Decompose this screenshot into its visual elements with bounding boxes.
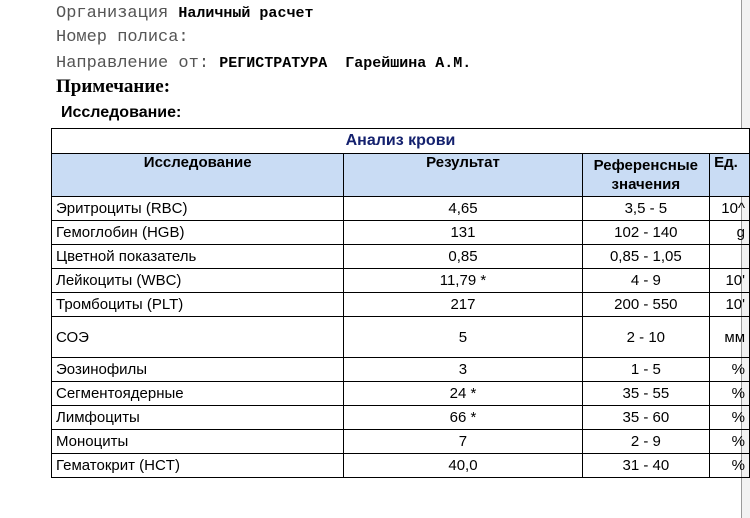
cell-reference: 4 - 9: [582, 269, 710, 293]
cell-result: 7: [344, 430, 582, 454]
column-header-result: Результат: [344, 154, 582, 197]
cell-reference: 35 - 60: [582, 406, 710, 430]
table-row: [52, 358, 750, 382]
table-row: [52, 454, 750, 478]
table-body: [52, 197, 750, 478]
column-header-reference: Референсные значения: [582, 154, 710, 197]
cell-result: 11,79 *: [344, 269, 582, 293]
cell-unit: %: [710, 430, 750, 454]
cell-result: 40,0: [344, 454, 582, 478]
cell-result: 217: [344, 293, 582, 317]
cell-study-name: Гематокрит (HCT): [52, 454, 344, 478]
table-row: [52, 269, 750, 293]
cell-study-name: Тромбоциты (PLT): [52, 293, 344, 317]
cell-reference: 2 - 10: [582, 317, 710, 358]
note-label: Примечание:: [56, 76, 171, 97]
cell-unit: [710, 245, 750, 269]
cell-study-name: Моноциты: [52, 430, 344, 454]
cell-result: 131: [344, 221, 582, 245]
table-row: [52, 382, 750, 406]
table-row: [52, 406, 750, 430]
cell-result: 4,65: [344, 197, 582, 221]
column-header-unit: Ед.: [710, 154, 750, 197]
table-row: [52, 293, 750, 317]
cell-study-name: Лейкоциты (WBC): [52, 269, 344, 293]
cell-result: 66 *: [344, 406, 582, 430]
direction-value: РЕГИСТРАТУРА Гарейшина А.М.: [219, 55, 472, 72]
column-header-study: Исследование: [52, 154, 344, 197]
cell-study-name: Эритроциты (RBC): [52, 197, 344, 221]
cell-study-name: Эозинофилы: [52, 358, 344, 382]
table-row: [52, 197, 750, 221]
organization-line: [56, 4, 313, 23]
cell-reference: 200 - 550: [582, 293, 710, 317]
cell-study-name: Сегментоядерные: [52, 382, 344, 406]
organization-label: Организация: [56, 4, 169, 23]
cell-reference: 2 - 9: [582, 430, 710, 454]
cell-result: 5: [344, 317, 582, 358]
cell-study-name: Гемоглобин (HGB): [52, 221, 344, 245]
cell-unit: %: [710, 358, 750, 382]
table-row: [52, 317, 750, 358]
organization-value: Наличный расчет: [178, 5, 314, 22]
cell-result: 3: [344, 358, 582, 382]
cell-unit: %: [710, 406, 750, 430]
cell-reference: 35 - 55: [582, 382, 710, 406]
cell-reference: 1 - 5: [582, 358, 710, 382]
cell-study-name: Лимфоциты: [52, 406, 344, 430]
cell-unit: 10': [710, 269, 750, 293]
cell-study-name: СОЭ: [52, 317, 344, 358]
policy-line: [56, 28, 189, 47]
direction-line: [56, 54, 471, 73]
blood-test-table: [51, 128, 750, 478]
cell-result: 24 *: [344, 382, 582, 406]
cell-unit: g: [710, 221, 750, 245]
cell-reference: 31 - 40: [582, 454, 710, 478]
cell-unit: мм: [710, 317, 750, 358]
cell-unit: 10': [710, 293, 750, 317]
direction-label: Направление от:: [56, 54, 210, 73]
study-label: Исследование:: [61, 104, 182, 121]
cell-reference: 0,85 - 1,05: [582, 245, 710, 269]
cell-study-name: Цветной показатель: [52, 245, 344, 269]
table-row: [52, 430, 750, 454]
table-title: Анализ крови: [52, 129, 750, 154]
table-row: [52, 221, 750, 245]
cell-reference: 102 - 140: [582, 221, 710, 245]
cell-reference: 3,5 - 5: [582, 197, 710, 221]
cell-unit: %: [710, 382, 750, 406]
cell-unit: 10^: [710, 197, 750, 221]
table-row: [52, 245, 750, 269]
cell-unit: %: [710, 454, 750, 478]
cell-result: 0,85: [344, 245, 582, 269]
policy-label: Номер полиса:: [56, 28, 189, 47]
